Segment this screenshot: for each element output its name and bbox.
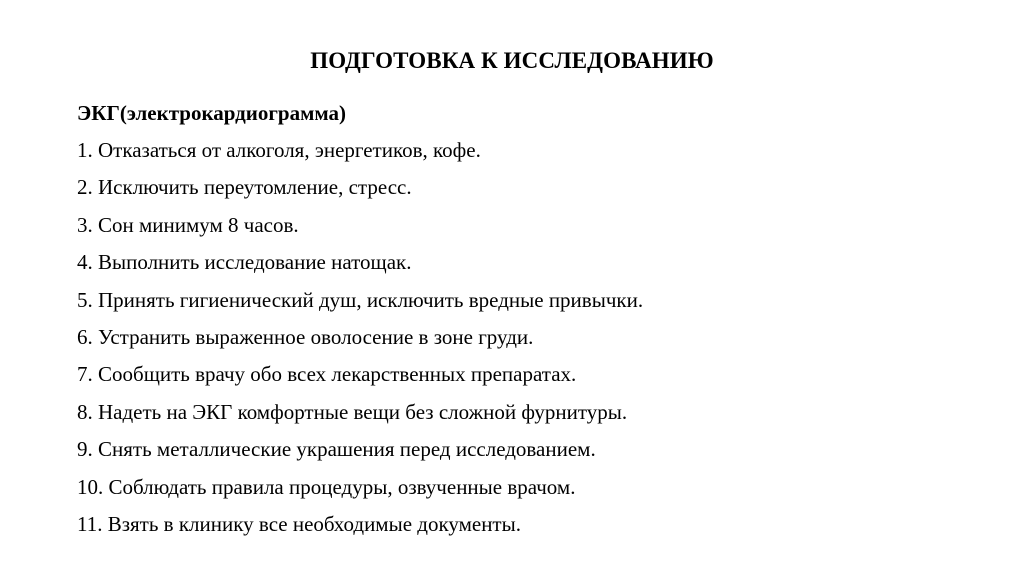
list-item-5: 5. Принять гигиенический душ, исключить вредные привычки.: [77, 287, 644, 312]
list-item-6: 6. Устранить выраженное оволосение в зоне груди.: [77, 324, 534, 349]
content-block: [77, 95, 977, 543]
list-item-4: 4. Выполнить исследование натощак.: [77, 250, 412, 275]
list-item-2: 2. Исключить переутомление, стресс.: [77, 175, 412, 200]
list-item-10: 10. Соблюдать правила процедуры, озвученные врачом.: [77, 474, 576, 499]
list-item-11: 11. Взять в клинику все необходимые документы.: [77, 511, 521, 536]
list-item-1: 1. Отказаться от алкоголя, энергетиков, кофе.: [77, 138, 481, 162]
section-subtitle: ЭКГ(электрокардиограмма): [77, 101, 347, 125]
page-title: ПОДГОТОВКА К ИССЛЕДОВАНИЮ: [310, 48, 714, 73]
list-item-7: 7. Сообщить врачу обо всех лекарственных препаратах.: [77, 362, 577, 387]
list-item-9: 9. Снять металлические украшения перед исследованием.: [77, 437, 596, 462]
list-item-8: 8. Надеть на ЭКГ комфортные вещи без сложной фурнитуры.: [77, 399, 628, 424]
list-item-3: 3. Сон минимум 8 часов.: [77, 212, 299, 237]
